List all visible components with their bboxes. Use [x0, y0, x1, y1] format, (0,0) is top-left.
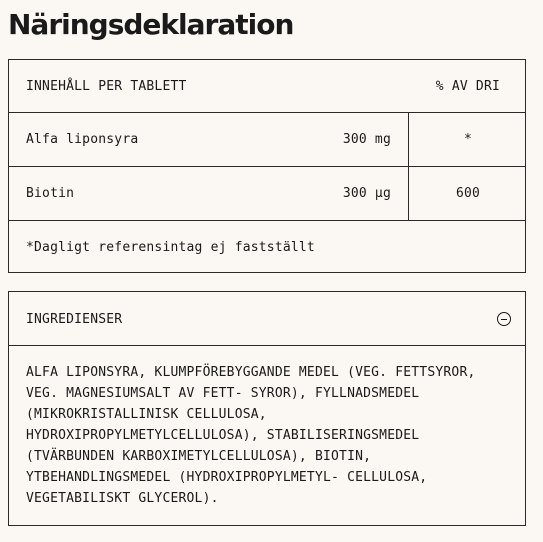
nutrient-dri: *	[463, 132, 473, 147]
nutrient-name: Alfa liponsyra	[26, 132, 139, 147]
ingredients-title: INGREDIENSER	[26, 311, 123, 327]
table-row	[9, 167, 525, 221]
nutrient-amount: 300 mg	[342, 132, 391, 147]
content-column-header: INNEHÅLL PER TABLETT	[26, 78, 187, 94]
ingredients-panel	[8, 291, 526, 526]
nutrient-name: Biotin	[26, 186, 75, 201]
ingredients-header[interactable]	[9, 292, 525, 346]
ingredients-text: ALFA LIPONSYRA, KLUMPFÖREBYGGANDE MEDEL (VEG. FETTSYROR, VEG. MAGNESIUMSALT AV FETT- SYROR), FYLLNADSMEDEL (MIKROKRISTALLINISK CELLULOSA, HYDROXIPROPYLMETYLCELLULOSA), STABILISERINGSMEDEL (TVÄRBUNDEN KARBOXIMETYLCELLULOSA), BIOTIN, YTBEHANDLINGSMEDEL (HYDROXIPROPYLMETYL- CELLULOSA, VEGETABILISKT GLYCEROL).	[26, 365, 476, 506]
table-footnote-row	[9, 221, 525, 273]
nutrient-dri: 600	[455, 186, 481, 201]
nutrition-table	[8, 59, 526, 273]
minus-circle-icon[interactable]	[497, 312, 511, 326]
table-row	[9, 113, 525, 167]
dri-column-header: % AV DRI	[435, 78, 500, 94]
footnote-text: *Dagligt referensintag ej fastställt	[26, 239, 315, 255]
page-title: Näringsdeklaration	[8, 8, 294, 41]
table-header-row	[9, 60, 525, 113]
nutrient-amount: 300 µg	[342, 186, 391, 201]
